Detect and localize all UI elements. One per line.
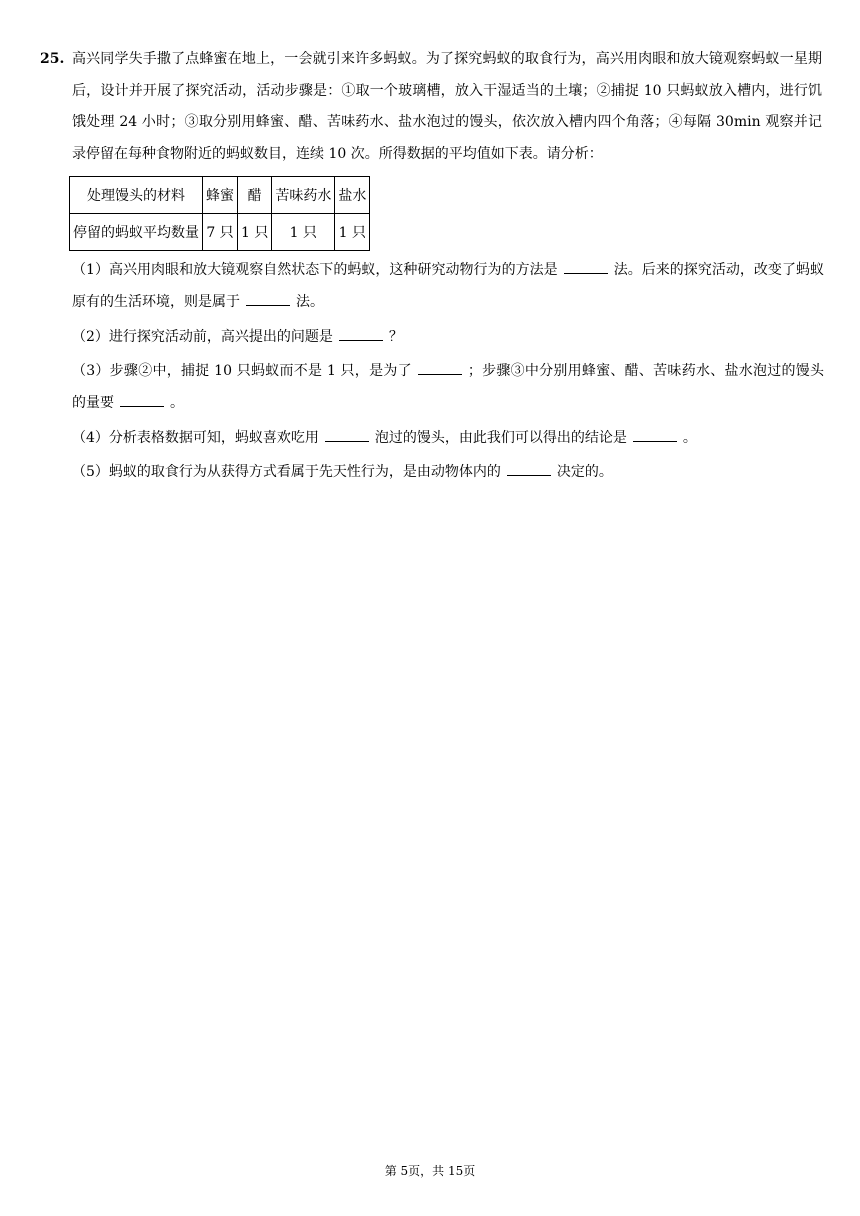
question-number: 25.	[40, 51, 65, 67]
answer-blank[interactable]	[325, 440, 369, 442]
subquestion-text: 法。后来的探究活动，改变了蚂蚁原有的生活环境，则是属于	[72, 262, 824, 310]
subquestion-text: ？	[388, 329, 403, 345]
subquestion-1	[72, 254, 824, 318]
subquestion-text: 。	[682, 430, 697, 446]
subquestion-text: 决定的。	[556, 464, 613, 480]
subquestion-text: ；步骤③中分别用蜂蜜、醋、苦味药水、盐水泡过的馒头的量要	[72, 363, 824, 411]
question-intro: 高兴同学失手撒了点蜂蜜在地上，一会就引来许多蚂蚁。为了探究蚂蚁的取食行为，高兴用肉眼和放大镜观察蚂蚁一星期后，设计并开展了探究活动，活动步骤是：①取一个玻璃槽，放入干湿适当的土壤；②捕捉 10 只蚂蚁放入槽内，进行饥饿处理 24 小时；③取分别用蜂蜜、醋、苦味药水、盐水泡过的馒头，依次放入槽内四个角落；④每隔 30min 观察并记录停留在每种食物附近的蚂蚁数目，连续 10 次。所得数据的平均值如下表。请分析：	[72, 51, 822, 162]
subquestion-text: （1）高兴用肉眼和放大镜观察自然状态下的蚂蚁，这种研究动物行为的方法是	[72, 262, 558, 278]
answer-blank[interactable]	[507, 474, 551, 476]
subquestion-text: 泡过的馒头，由此我们可以得出的结论是	[374, 430, 627, 446]
subquestion-text: （3）步骤②中，捕捉 10 只蚂蚁而不是 1 只，是为了	[72, 363, 412, 379]
table-cell: 1 只	[335, 214, 370, 251]
subquestion-text: 法。	[296, 294, 324, 310]
table-cell: 1 只	[272, 214, 335, 251]
answer-blank[interactable]	[633, 440, 677, 442]
table-cell: 1 只	[238, 214, 272, 251]
table-cell: 停留的蚂蚁平均数量	[70, 214, 203, 251]
subquestion-text: （4）分析表格数据可知，蚂蚁喜欢吃用	[72, 430, 319, 446]
table-cell: 处理馒头的材料	[70, 177, 203, 214]
answer-blank[interactable]	[339, 339, 383, 341]
table-cell: 苦味药水	[272, 177, 335, 214]
table-row	[70, 214, 370, 251]
subquestion-text: 。	[170, 395, 184, 411]
data-table	[69, 176, 370, 251]
subquestion-4	[72, 422, 824, 454]
subquestion-text: （5）蚂蚁的取食行为从获得方式看属于先天性行为，是由动物体内的	[72, 464, 501, 480]
answer-blank[interactable]	[120, 405, 164, 407]
subquestion-3	[72, 355, 824, 419]
page-footer: 第 5页，共 15页	[384, 1164, 476, 1178]
table-cell: 醋	[238, 177, 272, 214]
table-cell: 盐水	[335, 177, 370, 214]
subquestion-5	[72, 456, 824, 488]
answer-blank[interactable]	[246, 304, 290, 306]
subquestion-2	[72, 321, 824, 353]
answer-blank[interactable]	[418, 373, 462, 375]
table-header-row	[70, 177, 370, 214]
table-cell: 蜂蜜	[203, 177, 238, 214]
answer-blank[interactable]	[564, 272, 608, 274]
table-cell: 7 只	[203, 214, 238, 251]
subquestion-text: （2）进行探究活动前，高兴提出的问题是	[72, 329, 333, 345]
